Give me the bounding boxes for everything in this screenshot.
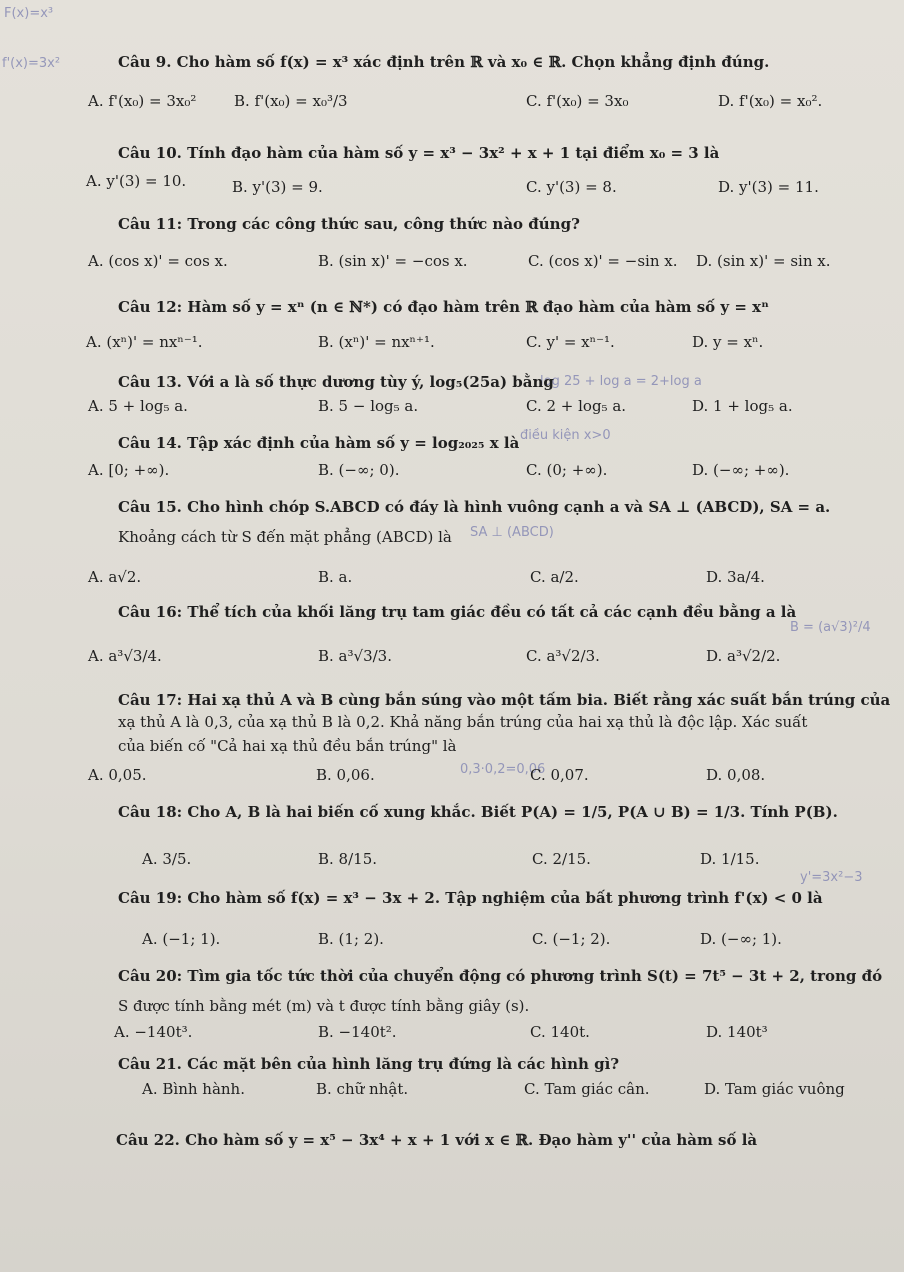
question-11-stem: Câu 11: Trong các công thức sau, công thức nào đúng? [118,215,580,233]
q17-option-c[interactable]: C. 0,07. [530,766,589,784]
q9-option-a[interactable]: A. f'(x₀) = 3x₀² [88,92,197,110]
question-20-stem: Câu 20: Tìm gia tốc tức thời của chuyển động có phương trình S(t) = 7t⁵ − 3t + 2, trong đó [118,967,883,985]
q17-option-a[interactable]: A. 0,05. [88,766,147,784]
handwritten-note: F(x)=x³ [4,6,54,21]
q18-option-d[interactable]: D. 1/15. [700,850,760,868]
q11-option-b[interactable]: B. (sin x)' = −cos x. [318,252,468,270]
question-17-stem-2: xạ thủ A là 0,3, của xạ thủ B là 0,2. Khả năng bắn trúng của hai xạ thủ là độc lập. Xác suất [118,713,808,731]
q20-option-b[interactable]: B. −140t². [318,1023,397,1041]
q12-option-c[interactable]: C. y' = xⁿ⁻¹. [526,333,615,351]
q21-option-a[interactable]: A. Bình hành. [142,1080,245,1098]
q17-option-d[interactable]: D. 0,08. [706,766,766,784]
q11-option-d[interactable]: D. (sin x)' = sin x. [696,252,831,270]
q9-option-d[interactable]: D. f'(x₀) = x₀². [718,92,823,110]
q20-option-a[interactable]: A. −140t³. [114,1023,193,1041]
handwritten-note: SA ⊥ (ABCD) [470,525,554,540]
q21-option-c[interactable]: C. Tam giác cân. [524,1080,650,1098]
q16-option-c[interactable]: C. a³√2/3. [526,647,600,665]
question-13-stem: Câu 13. Với a là số thực dương tùy ý, log₅(25a) bằng [118,373,554,391]
q13-option-a[interactable]: A. 5 + log₅ a. [88,397,188,415]
q12-option-b[interactable]: B. (xⁿ)' = nxⁿ⁺¹. [318,333,435,351]
q18-option-b[interactable]: B. 8/15. [318,850,378,868]
q9-option-b[interactable]: B. f'(x₀) = x₀³/3 [234,92,348,110]
q16-option-b[interactable]: B. a³√3/3. [318,647,392,665]
q18-option-c[interactable]: C. 2/15. [532,850,591,868]
q19-option-d[interactable]: D. (−∞; 1). [700,930,782,948]
q21-option-d[interactable]: D. Tam giác vuông [704,1080,845,1098]
q9-option-c[interactable]: C. f'(x₀) = 3x₀ [526,92,629,110]
q13-option-d[interactable]: D. 1 + log₅ a. [692,397,793,415]
handwritten-note: 0,3·0,2=0,06 [460,762,546,777]
q10-option-b[interactable]: B. y'(3) = 9. [232,178,323,196]
handwritten-note: f'(x)=3x² [2,56,61,71]
q14-option-d[interactable]: D. (−∞; +∞). [692,461,790,479]
handwritten-note: điều kiện x>0 [520,428,611,443]
q19-option-c[interactable]: C. (−1; 2). [532,930,611,948]
q10-option-d[interactable]: D. y'(3) = 11. [718,178,819,196]
q12-option-d[interactable]: D. y = xⁿ. [692,333,764,351]
q10-option-c[interactable]: C. y'(3) = 8. [526,178,617,196]
q13-option-b[interactable]: B. 5 − log₅ a. [318,397,419,415]
question-20-stem-2: S được tính bằng mét (m) và t được tính bằng giây (s). [118,997,530,1015]
q16-option-a[interactable]: A. a³√3/4. [88,647,162,665]
q14-option-a[interactable]: A. [0; +∞). [88,461,170,479]
q20-option-c[interactable]: C. 140t. [530,1023,590,1041]
q15-option-a[interactable]: A. a√2. [88,568,142,586]
q21-option-b[interactable]: B. chữ nhật. [316,1080,409,1098]
handwritten-note: y'=3x²−3 [800,870,863,885]
q12-option-a[interactable]: A. (xⁿ)' = nxⁿ⁻¹. [86,333,203,351]
q15-option-d[interactable]: D. 3a/4. [706,568,765,586]
question-22-stem: Câu 22. Cho hàm số y = x⁵ − 3x⁴ + x + 1 với x ∈ ℝ. Đạo hàm y'' của hàm số là [116,1131,758,1149]
handwritten-note: B = (a√3)²/4 [790,620,871,635]
q16-option-d[interactable]: D. a³√2/2. [706,647,781,665]
q15-option-b[interactable]: B. a. [318,568,353,586]
question-17-stem: Câu 17: Hai xạ thủ A và B cùng bắn súng vào một tấm bia. Biết rằng xác suất bắn trúng của [118,691,891,709]
question-14-stem: Câu 14. Tập xác định của hàm số y = log₂₀₂₅ x là [118,434,520,452]
question-12-stem: Câu 12: Hàm số y = xⁿ (n ∈ ℕ*) có đạo hàm trên ℝ đạo hàm của hàm số y = xⁿ [118,298,769,316]
q13-option-c[interactable]: C. 2 + log₅ a. [526,397,627,415]
question-17-stem-3: của biến cố "Cả hai xạ thủ đều bắn trúng" là [118,737,457,755]
q11-option-c[interactable]: C. (cos x)' = −sin x. [528,252,678,270]
question-21-stem: Câu 21. Các mặt bên của hình lăng trụ đứng là các hình gì? [118,1055,620,1073]
q18-option-a[interactable]: A. 3/5. [142,850,192,868]
q19-option-a[interactable]: A. (−1; 1). [142,930,221,948]
question-16-stem: Câu 16: Thể tích của khối lăng trụ tam giác đều có tất cả các cạnh đều bằng a là [118,603,797,621]
question-9-stem: Câu 9. Cho hàm số f(x) = x³ xác định trên ℝ và x₀ ∈ ℝ. Chọn khẳng định đúng. [118,53,770,71]
q14-option-c[interactable]: C. (0; +∞). [526,461,608,479]
question-15-stem-2: Khoảng cách từ S đến mặt phẳng (ABCD) là [118,528,452,546]
question-15-stem: Câu 15. Cho hình chóp S.ABCD có đáy là hình vuông cạnh a và SA ⊥ (ABCD), SA = a. [118,498,831,516]
q14-option-b[interactable]: B. (−∞; 0). [318,461,400,479]
q11-option-a[interactable]: A. (cos x)' = cos x. [88,252,228,270]
q20-option-d[interactable]: D. 140t³ [706,1023,768,1041]
question-18-stem: Câu 18: Cho A, B là hai biến cố xung khắc. Biết P(A) = 1/5, P(A ∪ B) = 1/3. Tính P(B). [118,803,838,821]
q17-option-b[interactable]: B. 0,06. [316,766,375,784]
handwritten-note: log 25 + log a = 2+log a [540,374,702,389]
q19-option-b[interactable]: B. (1; 2). [318,930,384,948]
q15-option-c[interactable]: C. a/2. [530,568,579,586]
q10-option-a[interactable]: A. y'(3) = 10. [86,172,187,190]
question-19-stem: Câu 19: Cho hàm số f(x) = x³ − 3x + 2. Tập nghiệm của bất phương trình f'(x) < 0 là [118,889,823,907]
question-10-stem: Câu 10. Tính đạo hàm của hàm số y = x³ − 3x² + x + 1 tại điểm x₀ = 3 là [118,144,720,162]
